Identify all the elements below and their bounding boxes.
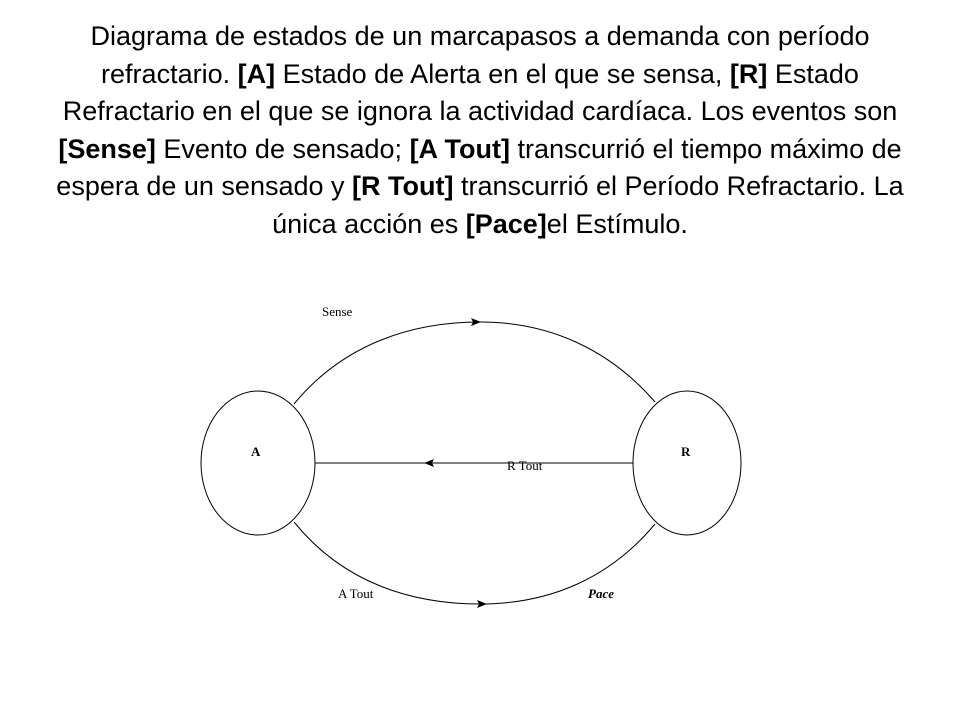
- caption-term-a: [A]: [237, 58, 276, 89]
- caption-text: transcurrió el tiempo máximo de espera de un sensado y: [56, 133, 902, 202]
- caption-text: Estado Refractario en el que se ignora la actividad cardíaca. Los eventos son: [62, 58, 898, 127]
- caption-text: Estado de Alerta en el que se sensa,: [275, 58, 730, 89]
- state-a-label: A: [251, 444, 261, 459]
- caption-term-r: [R]: [729, 58, 768, 89]
- caption-text: transcurrió el Período Refractario. La única acción es: [272, 171, 904, 239]
- caption-text: el Estímulo.: [546, 208, 688, 239]
- state-a-node: [201, 391, 315, 535]
- transition-pace-label: Pace: [588, 586, 614, 601]
- caption-term-r-tout: [R Tout]: [352, 171, 454, 202]
- state-r-node: [633, 391, 741, 535]
- transition-r-tout-label: R Tout: [507, 458, 543, 473]
- caption-text: Evento de sensado;: [155, 133, 410, 164]
- transition-sense-label: Sense: [322, 304, 353, 319]
- caption-text: Diagrama de estados de un marcapasos a demanda con período refractario.: [90, 21, 870, 89]
- caption-term-pace: [Pace]: [465, 208, 547, 239]
- caption-term-sense: [Sense]: [58, 133, 156, 164]
- transition-sense-arc: [294, 322, 655, 404]
- state-r-label: R: [681, 444, 691, 459]
- caption-term-a-tout: [A Tout]: [409, 133, 511, 164]
- transition-a-tout-label: A Tout: [338, 586, 374, 601]
